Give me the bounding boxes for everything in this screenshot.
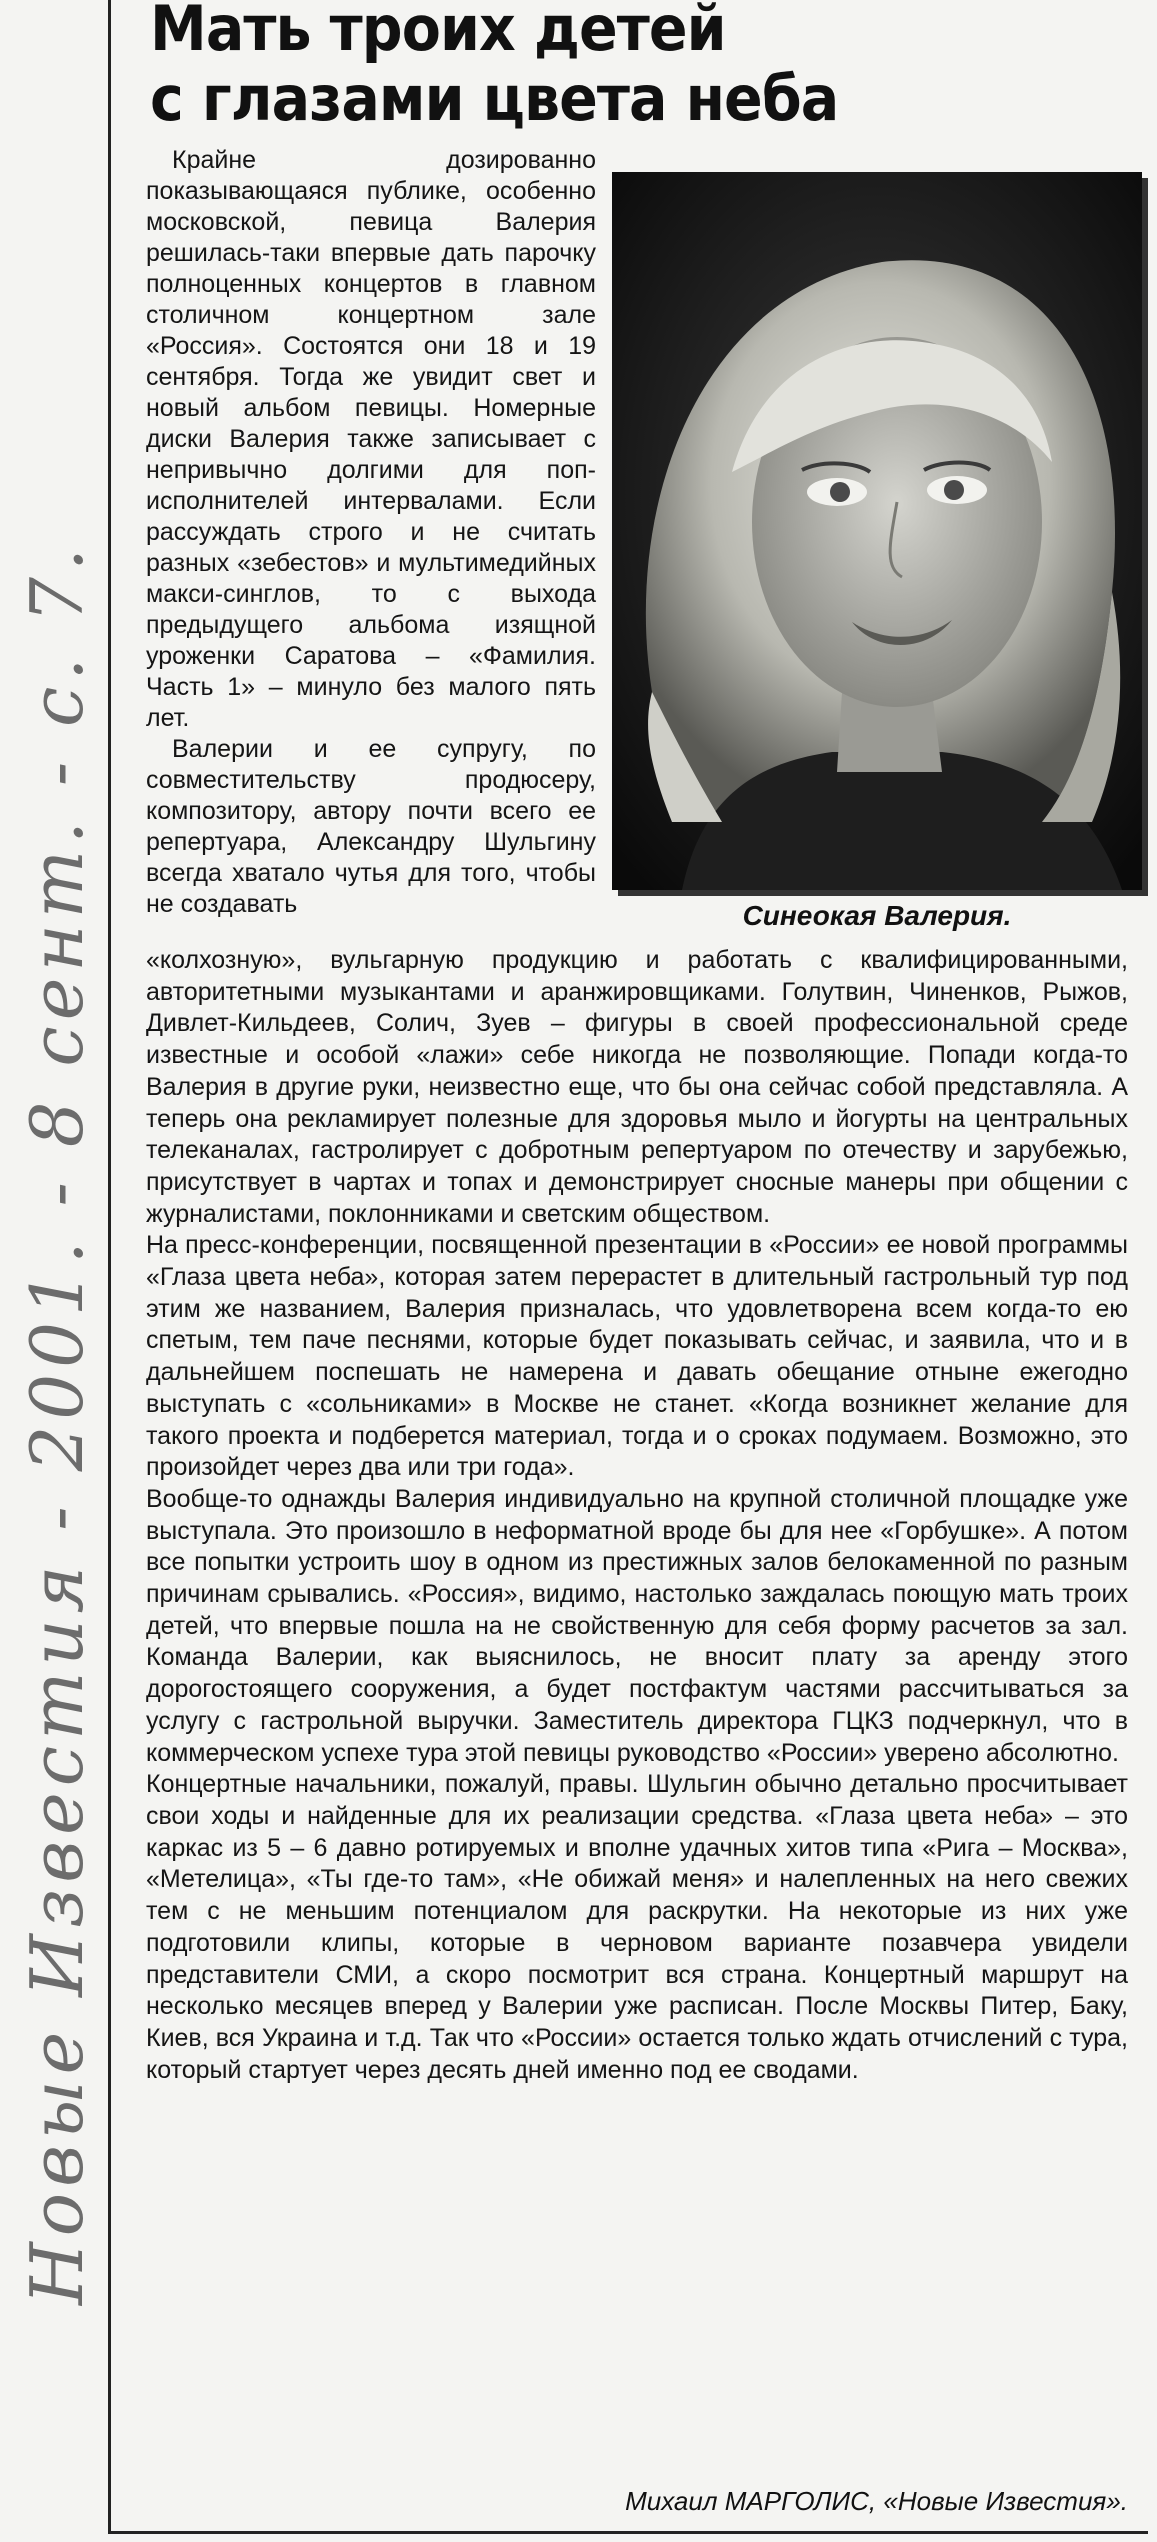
headline-line-1: Мать троих детей <box>150 0 726 65</box>
photo-caption: Синеокая Валерия. <box>742 900 1012 931</box>
lead-column <box>146 145 596 920</box>
singer-photo <box>612 172 1142 890</box>
body-paragraph-2: На пресс-конференции, посвященной презентации в «России» ее новой программы «Глаза цвета неба», которая затем перерастет в длительный гастрольный тур под этим же названием, Валерия призналась, что удовлетворена всем когда-то ею спетым, тем паче песнями, которые будет показывать сейчас, и заявила, что и в дальнейшем поспешать не намерена и давать обещание отныне ежегодно выступать с «сольниками» в Москве не станет. «Когда возникнет желание для такого проекта и подберется материал, тогда и о сроках подумаем. Возможно, это произойдет через два или три года». <box>146 1231 1128 1482</box>
right-eye-iris <box>944 480 964 500</box>
article-headline <box>150 0 1070 134</box>
lead-paragraph-1: Крайне дозированно показывающаяся публике, особенно московской, певица Валерия решилась-таки впервые дать парочку полноценных концертов в главном столичном концертном зале «Россия». Состоятся они 18 и 19 сентября. Тогда же увидит свет и новый альбом певицы. Номерные диски Валерия также записывает с непривычно долгими для поп-исполнителей интервалами. Если рассуждать строго и не считать разных «зебестов» и мультимедийных макси-синглов, то с выхода предыдущего альбома изящной уроженки Саратова – «Фамилия. Часть 1» – минуло без малого пять лет. <box>146 146 596 732</box>
body-paragraph-3: Вообще-то однажды Валерия индивидуально на крупной столичной площадке уже выступала. Это произошло в неформатной вроде бы для нее «Горбушке». А потом все попытки устроить шоу в одном из престижных залов белокаменной по разным причинам срывались. «Россия», видимо, настолько заждалась поющую мать троих детей, что впервые пошла на не свойственную для себя форму расчетов за зал. Команда Валерии, как выяснилось, не вносит плату за аренду этого дорогостоящего сооружения, а будет постфактум частями рассчитываться за услугу с гастрольной выручки. Заместитель директора ГЦКЗ подчеркнул, что в коммерческом успехе тура этой певицы руководство «России» уверено абсолютно. <box>146 1484 1128 1767</box>
handwritten-source-note: Новые Известия - 2001. - 8 сент. - с. 7. <box>15 542 99 2305</box>
portrait-image <box>612 172 1142 890</box>
body-paragraph-1: «колхозную», вульгарную продукцию и работать с квалифицированными, авторитетными музыкантами и аранжировщиками. Голутвин, Чиненков, Рыжов, Дивлет-Кильдеев, Солич, Зуев – фигуры в своей профессиональной среде известные и особой «лажи» себе никогда не позволяющие. Попади когда-то Валерия в другие руки, неизвестно еще, что бы она сейчас собой представляла. А теперь она рекламирует полезные для здоровья мыло и йогурты на центральных телеканалах, гастролирует с добротным репертуаром по отечеству и зарубежью, присутствует в чартах и топах и демонстрирует сносные манеры при общении с журналистами, поклонниками и светским обществом. <box>146 946 1128 1228</box>
headline-line-2: с глазами цвета неба <box>150 62 839 135</box>
article-body <box>146 945 1128 2086</box>
lead-paragraph-2: Валерии и ее супругу, по совместительству продюсеру, композитору, автору почти всего ее репертуара, Александру Шульгину всегда хватало чутья для того, чтобы не создавать <box>146 735 596 918</box>
body-paragraph-4: Концертные начальники, пожалуй, правы. Шульгин обычно детально просчитывает свои ходы и найденные для их реализации средства. «Глаза цвета неба» – это каркас из 5 – 6 давно ротируемых и вполне удачных хитов типа «Рига – Москва», «Метелица», «Ты где-то там», «Не обижай меня» и налепленных на него свежих тем с не меньшим потенциалом для раскрутки. На некоторые из них уже подготовили клипы, которые в черновом варианте позавчера увидели представители СМИ, а скоро посмотрит вся страна. Концертный маршрут на несколько месяцев вперед у Валерии уже расписан. После Москвы Питер, Баку, Киев, вся Украина и т.д. Так что «России» остается только ждать отчислений с тура, который стартует через десять дней именно под ее сводами. <box>146 1770 1128 2084</box>
author-byline: Михаил МАРГОЛИС, «Новые Известия». <box>625 2486 1128 2516</box>
left-eye-iris <box>830 482 850 502</box>
